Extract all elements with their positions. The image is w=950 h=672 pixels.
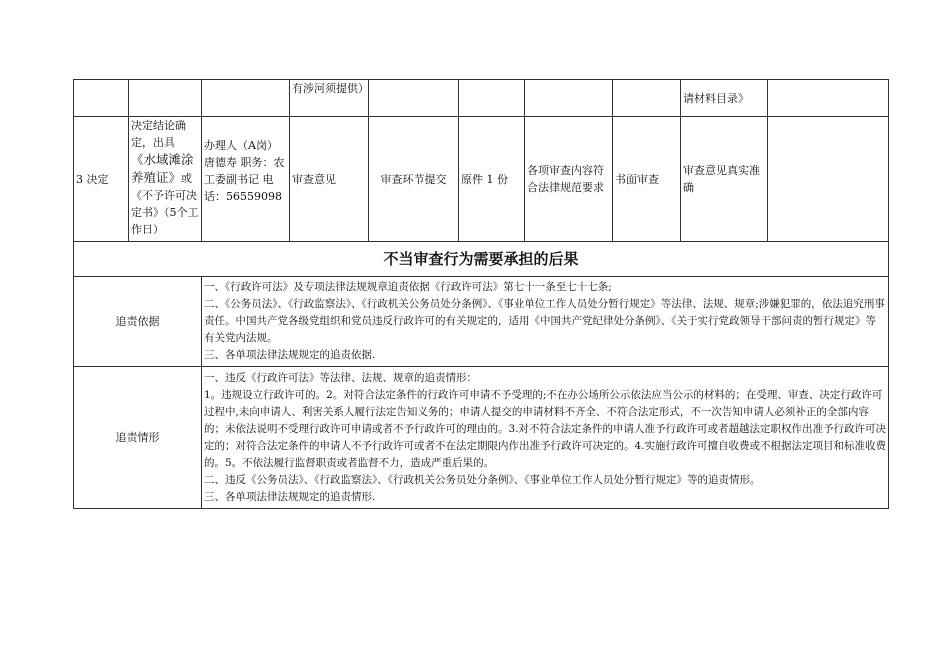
review-standard: 各项审查内容符合法律规范要求 [525, 117, 613, 242]
step-content: 决定结论确定，出具《水域滩涂养殖证》或《不予许可决定书》（5个工作日） [129, 117, 202, 242]
procedure-table [73, 79, 889, 509]
basis-line-3: 三、各单项法律法规规定的追责依据. [204, 349, 376, 361]
review-method: 书面审查 [613, 117, 681, 242]
material-note: 有涉河须提供） [290, 80, 369, 117]
cases-line-3: 二、违反《公务员法》、《行政监察法》、《行政机关公务员处分条例》、《事业单位工作人员处分暂行规定》等的追责情形。 [204, 473, 761, 486]
doc-title-refusal: 《不予许可决定书》 [131, 189, 197, 219]
submit-method: 审查环节提交 [369, 117, 459, 242]
step-label: 3 决定 [74, 117, 129, 242]
table-row-continuation [74, 80, 889, 117]
basis-content [202, 277, 889, 367]
basis-line-2: 二、《公务员法》、《行政监察法》、《行政机关公务员处分条例》、《事业单位工作人员处分暂行规定》等法律、法规、规章;涉嫌犯罪的，依法追究刑事责任。中国共产党各级党组织和党员违反行政许可的有关规定的，适用《中国共产党纪律处分条例》、《关于实行党政领导干部问责的暂行规定》等有关党内法规。 [204, 298, 885, 344]
section-title: 不当审查行为需要承担的后果 [74, 242, 889, 277]
cases-line-1: 一、违反《行政许可法》等法律、法规、规章的追责情形： [204, 371, 477, 384]
cases-line-2: 1。违规设立行政许可的。2。对符合法定条件的行政许可申请不予受理的;不在办公场所公示依法应当公示的材料的；在受理、审查、决定行政许可过程中,未向申请人、利害关系人履行法定告知义务的；申请人提交的申请材料不齐全、不符合法定形式，不一次告知申请人必须补正的全部内容的；未依法说明不受理行政许可申请或者不予行政许可的理由的。3.对不符合法定条件的申请人准予行政许可或者超越法定职权作出准予行政许可决定的；对符合法定条件的申请人不予行政许可或者不在法定期限内作出准予行政许可决定的。4.实施行政许可擅自收费或不根据法定项目和标准收费的。5。不依法履行监督职责或者监督不力，造成严重后果的。 [204, 388, 887, 469]
doc-title-license: 《水域滩涂养殖证》 [131, 152, 194, 185]
cases-line-4: 三、各单项法律法规规定的追责情形. [204, 490, 376, 503]
basis-label: 追责依据 [74, 277, 202, 367]
handler-info: 办理人（A岗）唐德寿 职务：农工委副书记 电话：56559098 [202, 117, 290, 242]
extra-cell [768, 117, 889, 242]
cases-label: 追责情形 [74, 367, 202, 509]
material-list-note: 请材料目录》 [681, 80, 768, 117]
table-row-cases [74, 367, 889, 509]
table-row-basis [74, 277, 889, 367]
basis-line-1: 一、《行政许可法》及专项法律法规规章追责依据《行政许可法》第七十一条至七十七条; [204, 281, 612, 293]
cases-content [202, 367, 889, 509]
material-name: 审查意见 [290, 117, 369, 242]
section-header-row [74, 242, 889, 277]
copies: 原件 1 份 [459, 117, 525, 242]
table-row-decide [74, 117, 889, 242]
review-result: 审查意见真实准确 [681, 117, 768, 242]
